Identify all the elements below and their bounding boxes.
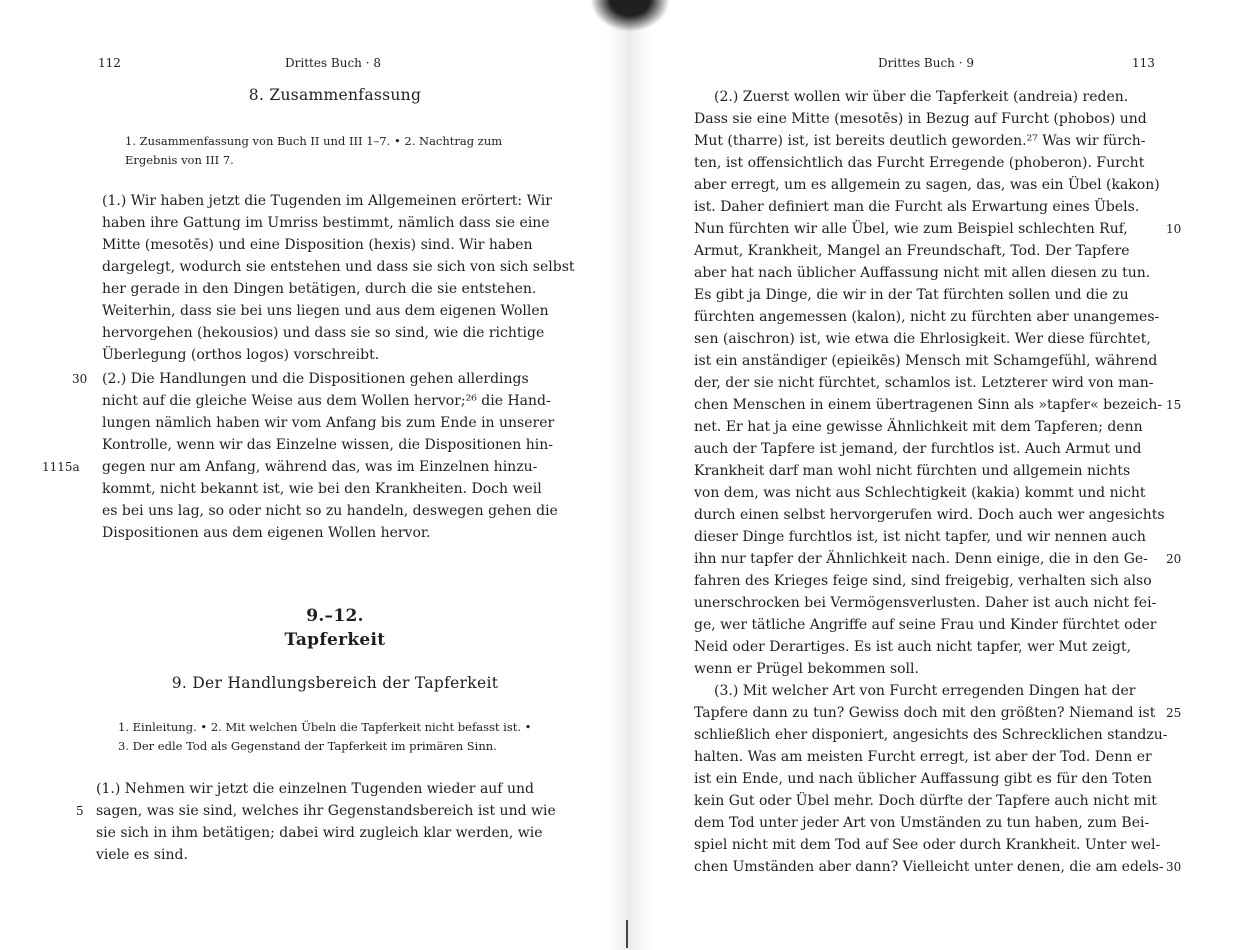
text-line: fahren des Krieges feige sind, sind freigebig, verhalten sich also bbox=[694, 573, 1152, 589]
text-line: Überlegung (orthos logos) vorschreibt. bbox=[102, 347, 380, 363]
text-line: halten. Was am meisten Furcht erregt, ist aber der Tod. Denn er bbox=[694, 749, 1152, 765]
page-number-left: 112 bbox=[98, 56, 121, 70]
text-line: Mut (tharre) ist, ist bereits deutlich geworden.²⁷ Was wir fürch- bbox=[694, 133, 1146, 149]
bekker-number: 1115a bbox=[42, 460, 80, 474]
text-line: lungen nämlich haben wir vom Anfang bis zum Ende in unserer bbox=[102, 415, 555, 431]
text-line: ist. Daher definiert man die Furcht als Erwartung eines Übels. bbox=[694, 199, 1140, 215]
text-line: kommt, nicht bekannt ist, wie bei den Krankheiten. Doch weil bbox=[102, 481, 542, 497]
text-line: Dispositionen aus dem eigenen Wollen hervor. bbox=[102, 525, 431, 541]
text-line: ist ein Ende, und nach üblicher Auffassung gibt es für den Toten bbox=[694, 771, 1152, 787]
text-line: dieser Dinge furchtlos ist, ist nicht tapfer, und wir nennen auch bbox=[694, 529, 1146, 545]
text-line: Es gibt ja Dinge, die wir in der Tat fürchten sollen und die zu bbox=[694, 287, 1129, 303]
text-line: von dem, was nicht aus Schlechtigkeit (kakia) kommt und nicht bbox=[694, 485, 1146, 501]
running-head-left: Drittes Buch · 8 bbox=[285, 56, 381, 70]
line-number-20: 20 bbox=[1166, 552, 1182, 566]
text-line: net. Er hat ja eine gewisse Ähnlichkeit mit dem Tapferen; denn bbox=[694, 419, 1143, 435]
text-line: dem Tod unter jeder Art von Umständen zu tun haben, zum Bei- bbox=[694, 815, 1150, 831]
text-line: ten, ist offensichtlich das Furcht Erregende (phoberon). Furcht bbox=[694, 155, 1145, 171]
section-summary-8 bbox=[125, 132, 502, 170]
text-line: wenn er Prügel bekommen soll. bbox=[694, 661, 919, 677]
text-line: Weiterhin, dass sie bei uns liegen und aus dem eigenen Wollen bbox=[102, 303, 549, 319]
text-line: der, der sie nicht fürchtet, schamlos ist. Letzterer wird von man- bbox=[694, 375, 1154, 391]
line-number-30: 30 bbox=[1166, 860, 1182, 874]
text-line: Dass sie eine Mitte (mesotēs) in Bezug auf Furcht (phobos) und bbox=[694, 111, 1147, 127]
text-line: Tapfere dann zu tun? Gewiss doch mit den größten? Niemand ist bbox=[694, 705, 1156, 721]
text-line: (1.) Wir haben jetzt die Tugenden im Allgemeinen erörtert: Wir bbox=[102, 193, 552, 209]
section-summary-9 bbox=[118, 718, 531, 756]
text-line: schließlich eher disponiert, angesichts des Schrecklichen standzu- bbox=[694, 727, 1168, 743]
text-line: spiel nicht mit dem Tod auf See oder durch Krankheit. Unter wel- bbox=[694, 837, 1161, 853]
text-line: nicht auf die gleiche Weise aus dem Wollen hervor;²⁶ die Hand- bbox=[102, 393, 551, 409]
page-number-right: 113 bbox=[1132, 56, 1155, 70]
summary-line: 1. Zusammenfassung von Buch II und III 1–7. • 2. Nachtrag zum bbox=[125, 134, 503, 148]
text-line: dargelegt, wodurch sie entstehen und dass sie sich von sich selbst bbox=[102, 259, 575, 275]
text-line: ihn nur tapfer der Ähnlichkeit nach. Denn einige, die in den Ge- bbox=[694, 551, 1148, 567]
text-line: Armut, Krankheit, Mangel an Freundschaft, Tod. Der Tapfere bbox=[694, 243, 1130, 259]
summary-line: 3. Der edle Tod als Gegenstand der Tapferkeit im primären Sinn. bbox=[118, 739, 497, 753]
text-line: sagen, was sie sind, welches ihr Gegenstandsbereich ist und wie bbox=[96, 803, 556, 819]
text-line: ist ein anständiger (epieikēs) Mensch mit Schamgefühl, während bbox=[694, 353, 1158, 369]
text-line: fürchten angemessen (kalon), nicht zu fürchten aber unangemes- bbox=[694, 309, 1160, 325]
text-line: ge, wer tätliche Angriffe auf seine Frau und Kinder fürchtet oder bbox=[694, 617, 1157, 633]
section-title-8: 8. Zusammenfassung bbox=[248, 86, 422, 104]
text-line: es bei uns lag, so oder nicht so zu handeln, deswegen gehen die bbox=[102, 503, 558, 519]
line-number-5: 5 bbox=[76, 804, 84, 818]
line-number-10: 10 bbox=[1166, 222, 1182, 236]
text-line: viele es sind. bbox=[96, 847, 188, 863]
text-line: chen Umständen aber dann? Vielleicht unter denen, die am edels- bbox=[694, 859, 1164, 875]
line-number-30: 30 bbox=[72, 372, 88, 386]
text-line: sen (aischron) ist, wie etwa die Ehrlosigkeit. Wer diese fürchtet, bbox=[694, 331, 1151, 347]
text-line: Krankheit darf man wohl nicht fürchten und allgemein nichts bbox=[694, 463, 1131, 479]
text-line: chen Menschen in einem übertragenen Sinn als »tapfer« bezeich- bbox=[694, 397, 1163, 413]
text-line: (2.) Zuerst wollen wir über die Tapferkeit (andreia) reden. bbox=[714, 89, 1129, 105]
line-number-25: 25 bbox=[1166, 706, 1182, 720]
text-line: (3.) Mit welcher Art von Furcht erregenden Dingen hat der bbox=[714, 683, 1136, 699]
text-line: gegen nur am Anfang, während das, was im Einzelnen hinzu- bbox=[102, 459, 538, 475]
text-line: auch der Tapfere ist jemand, der furchtlos ist. Auch Armut und bbox=[694, 441, 1142, 457]
text-line: unerschrocken bei Vermögensverlusten. Daher ist auch nicht fei- bbox=[694, 595, 1157, 611]
text-line: (1.) Nehmen wir jetzt die einzelnen Tugenden wieder auf und bbox=[96, 781, 534, 797]
running-head-right: Drittes Buch · 9 bbox=[878, 56, 974, 70]
text-line: kein Gut oder Übel mehr. Doch dürfte der Tapfere auch nicht mit bbox=[694, 793, 1157, 809]
text-line: Mitte (mesotēs) und eine Disposition (hexis) sind. Wir haben bbox=[102, 237, 533, 253]
text-line: her gerade in den Dingen betätigen, durch die sie entstehen. bbox=[102, 281, 537, 297]
text-line: sie sich in ihm betätigen; dabei wird zugleich klar werden, wie bbox=[96, 825, 543, 841]
left-page bbox=[0, 0, 606, 950]
part-title: Tapferkeit bbox=[284, 630, 386, 650]
text-line: durch einen selbst hervorgerufen wird. Doch auch wer angesichts bbox=[694, 507, 1165, 523]
text-line: hervorgehen (hekousios) und dass sie so sind, wie die richtige bbox=[102, 325, 545, 341]
text-line: Kontrolle, wenn wir das Einzelne wissen, die Dispositionen hin- bbox=[102, 437, 554, 453]
section-title-9: 9. Der Handlungsbereich der Tapferkeit bbox=[171, 674, 499, 692]
book-gutter bbox=[606, 0, 652, 950]
text-line: aber erregt, um es allgemein zu sagen, das, was ein Übel (kakon) bbox=[694, 177, 1160, 193]
part-number: 9.–12. bbox=[306, 606, 364, 626]
summary-line: 1. Einleitung. • 2. Mit welchen Übeln die Tapferkeit nicht befasst ist. • bbox=[118, 720, 532, 734]
right-page bbox=[652, 0, 1258, 950]
line-number-15: 15 bbox=[1166, 398, 1182, 412]
text-line: (2.) Die Handlungen und die Dispositionen gehen allerdings bbox=[102, 371, 529, 387]
text-line: aber hat nach üblicher Auffassung nicht mit allen diesen zu tun. bbox=[694, 265, 1151, 281]
text-line: Neid oder Derartiges. Es ist auch nicht tapfer, wer Mut zeigt, bbox=[694, 639, 1132, 655]
summary-line: Ergebnis von III 7. bbox=[125, 153, 234, 167]
text-line: Nun fürchten wir alle Übel, wie zum Beispiel schlechten Ruf, bbox=[694, 221, 1128, 237]
text-line: haben ihre Gattung im Umriss bestimmt, nämlich dass sie eine bbox=[102, 215, 550, 231]
gutter-mark bbox=[626, 920, 628, 948]
